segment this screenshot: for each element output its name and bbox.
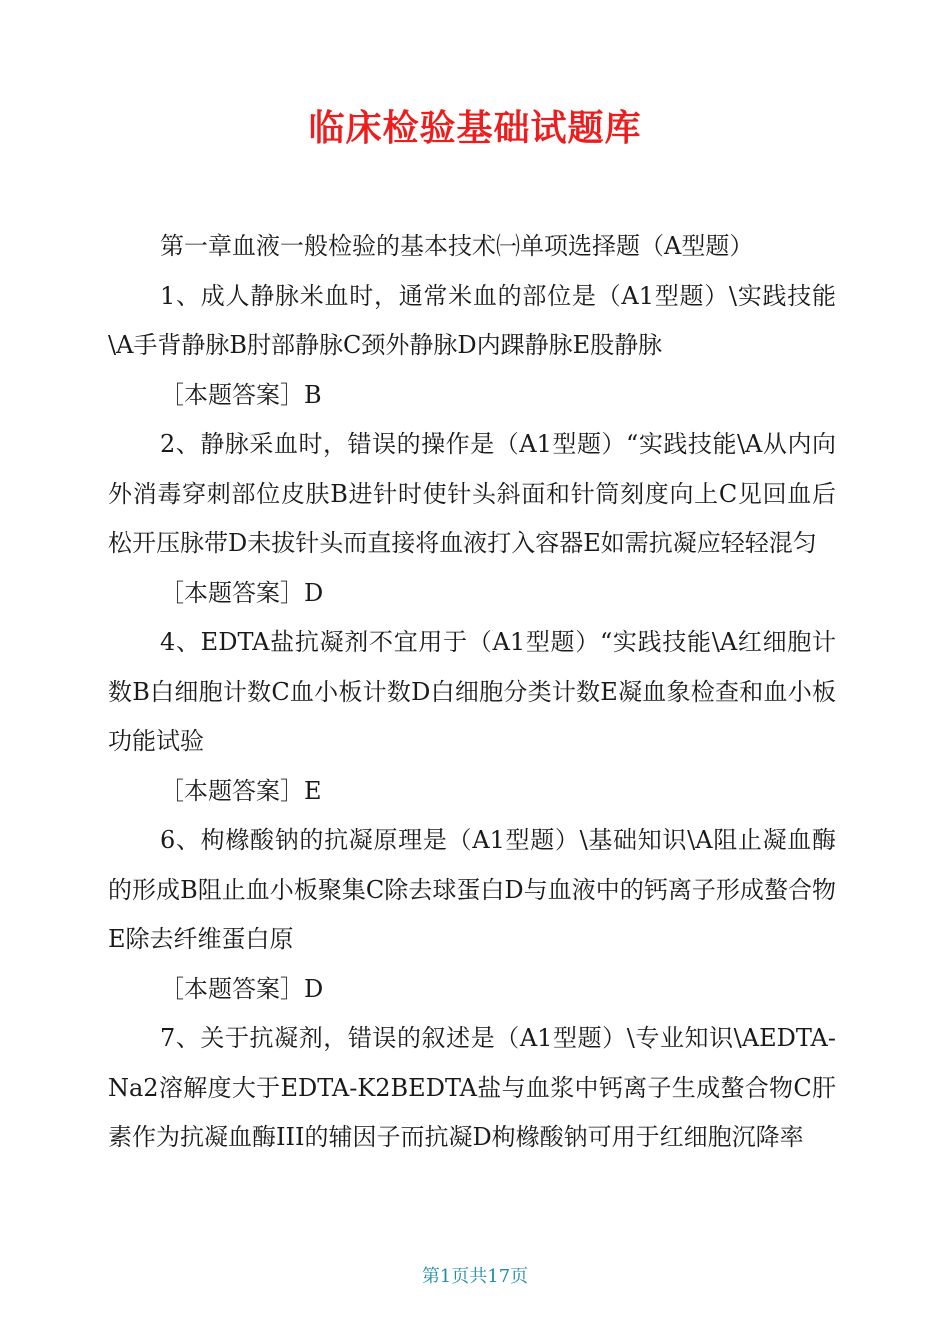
answer-1: ［本题答案］B: [160, 380, 322, 409]
question-2: 2、静脉采血时，错误的操作是（A1型题）“实践技能\A从内向外消毒穿刺部位皮肤B进针时使针头斜面和针筒刻度向上C见回血后松开压脉带D未拔针头而直接将血液打入容器E如需抗凝应轻轻混匀: [108, 430, 836, 557]
question-4: 4、EDTA盐抗凝剂不宜用于（A1型题）“实践技能\A红细胞计数B白细胞计数C血小板计数D白细胞分类计数E凝血象检查和血小板功能试验: [108, 628, 836, 755]
answer-2: ［本题答案］D: [160, 578, 324, 607]
document-body: [108, 222, 836, 1163]
document-title: 临床检验基础试题库: [308, 108, 642, 149]
answer-6: ［本题答案］D: [160, 974, 324, 1003]
question-7: 7、关于抗凝剂，错误的叙述是（A1型题）\专业知识\AEDTA-Na2溶解度大于EDTA-K2BEDTA盐与血浆中钙离子生成螯合物C肝素作为抗凝血酶III的辅因子而抗凝D枸橼酸钠可用于红细胞沉降率: [108, 1024, 836, 1151]
answer-4: ［本题答案］E: [160, 776, 322, 805]
question-1: 1、成人静脉米血时，通常米血的部位是（A1型题）\实践技能\A手背静脉B肘部静脉C颈外静脉D内踝静脉E股静脉: [108, 281, 836, 359]
page-footer: 第1页共17页: [421, 1266, 529, 1287]
question-6: 6、枸橼酸钠的抗凝原理是（A1型题）\基础知识\A阻止凝血酶的形成B阻止血小板聚集C除去球蛋白D与血液中的钙离子形成螯合物E除去纤维蛋白原: [108, 826, 836, 953]
chapter-heading: 第一章血液一般检验的基本技术㈠单项选择题（A型题）: [160, 232, 754, 260]
